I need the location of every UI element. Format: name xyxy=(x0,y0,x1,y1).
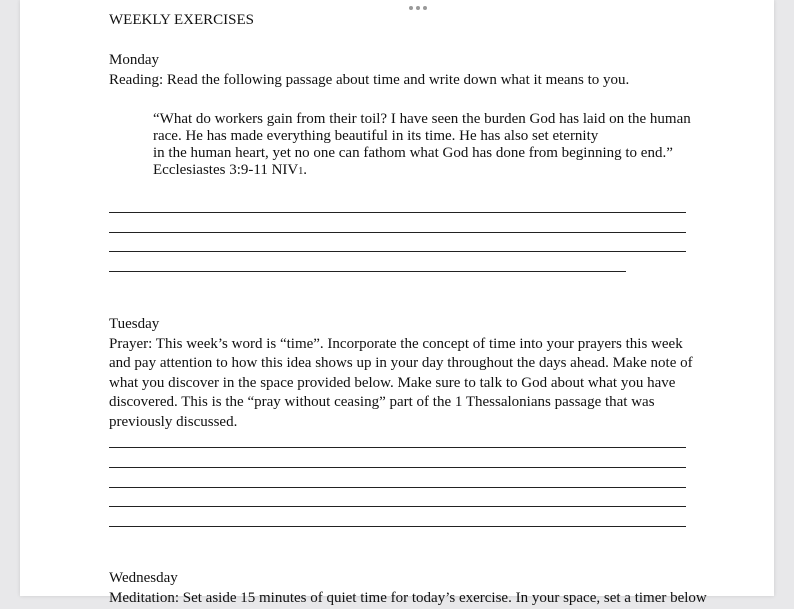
answer-line[interactable] xyxy=(109,212,686,213)
tuesday-line-1: Prayer: This week’s word is “time”. Incorporate the concept of time into your prayers this week xyxy=(109,336,683,352)
monday-instruction: Reading: Read the following passage about time and write down what it means to you. xyxy=(109,72,630,88)
tuesday-line-2: and pay attention to how this idea shows up in your day throughout the days ahead. Make note of xyxy=(109,355,693,371)
answer-line[interactable] xyxy=(109,271,626,272)
citation-text: Ecclesiastes 3:9-11 NIV xyxy=(153,162,299,178)
answer-line[interactable] xyxy=(109,506,686,507)
drag-handle-icon[interactable] xyxy=(408,5,428,11)
wednesday-heading: Wednesday xyxy=(109,570,178,586)
quote-line-2: race. He has made everything beautiful in its time. He has also set eternity xyxy=(153,128,599,144)
page-title: WEEKLY EXERCISES xyxy=(109,12,255,28)
monday-heading: Monday xyxy=(109,52,159,68)
citation-end: . xyxy=(303,162,307,178)
answer-line[interactable] xyxy=(109,447,686,448)
quote-citation xyxy=(153,161,307,182)
tuesday-line-4: discovered. This is the “pray without ceasing” part of the 1 Thessalonians passage that was xyxy=(109,394,655,410)
wednesday-line-1: Meditation: Set aside 15 minutes of quiet time for today’s exercise. In your space, set a timer below xyxy=(109,590,707,606)
document-page xyxy=(20,0,774,606)
answer-line[interactable] xyxy=(109,467,686,468)
answer-line[interactable] xyxy=(109,232,686,233)
tuesday-line-5: previously discussed. xyxy=(109,414,238,430)
tuesday-heading: Tuesday xyxy=(109,316,160,332)
answer-line[interactable] xyxy=(109,487,686,488)
footnote-marker: 1 xyxy=(298,166,304,177)
answer-line[interactable] xyxy=(109,526,686,527)
answer-line[interactable] xyxy=(109,251,686,252)
quote-line-1: “What do workers gain from their toil? I have seen the burden God has laid on the human xyxy=(153,111,691,127)
quote-line-3: in the human heart, yet no one can fathom what God has done from beginning to end.” xyxy=(153,145,673,161)
tuesday-line-3: what you discover in the space provided below. Make sure to talk to God about what you have xyxy=(109,375,676,391)
